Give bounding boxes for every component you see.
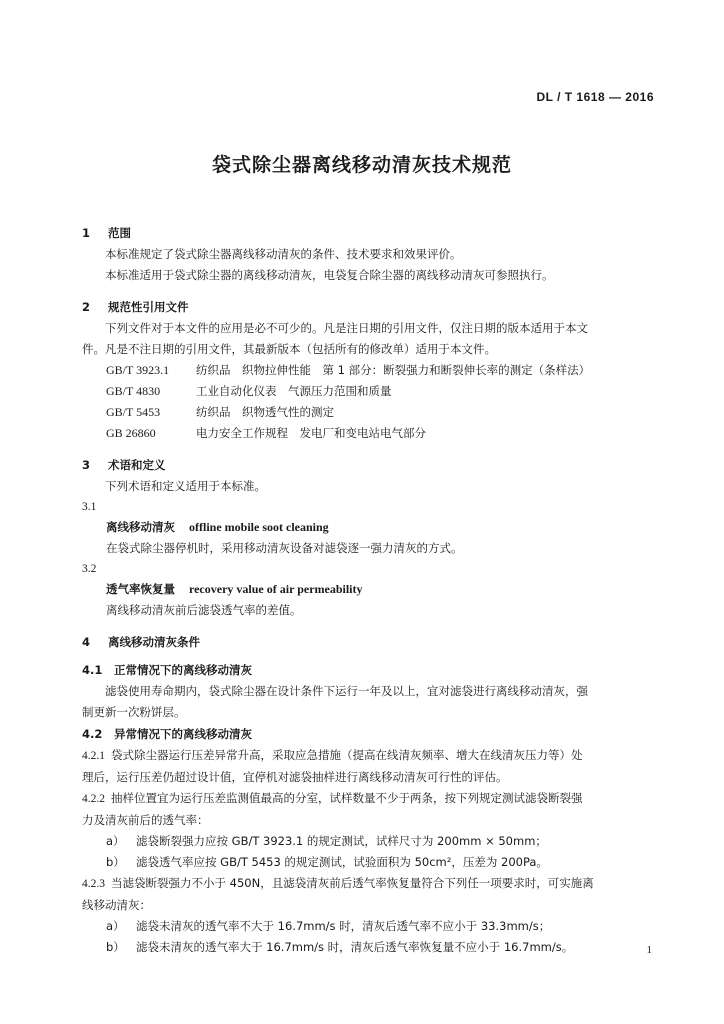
reference-item: GB 26860 电力安全工作规程 发电厂和变电站电气部分: [106, 426, 426, 440]
page-number: 1: [646, 944, 652, 956]
list-item: a） 滤袋未清灰的透气率不大于 16.7mm/s 时，清灰后透气率不应小于 33.3mm/s；: [106, 919, 551, 933]
term-number: 3.1: [82, 501, 97, 513]
section-2-heading: 2 规范性引用文件: [82, 300, 189, 314]
section-4-1-heading: 4.1 正常情况下的离线移动清灰: [82, 663, 252, 677]
section-4-1-line-1: 滤袋使用寿命期内，袋式除尘器在设计条件下运行一年及以上，宜对滤袋进行离线移动清灰，强: [105, 684, 588, 698]
clause-4-2-1-line-1: 4.2.1 袋式除尘器运行压差异常升高，采取应急措施（提高在线清灰频率、增大在线清灰压力等）处: [82, 748, 583, 762]
list-item: a） 滤袋断裂强力应按 GB/T 3923.1 的规定测试，试样尺寸为 200mm × 50mm；: [106, 834, 547, 848]
list-item: b） 滤袋透气率应按 GB/T 5453 的规定测试，试验面积为 50cm²，压差为 200Pa。: [106, 855, 548, 869]
term-number: 3.2: [82, 563, 97, 575]
reference-item: GB/T 3923.1 纺织品 织物拉伸性能 第 1 部分：断裂强力和断裂伸长率的测定（条样法）: [106, 363, 591, 377]
term-definition: 在袋式除尘器停机时，采用移动清灰设备对滤袋逐一强力清灰的方式。: [106, 541, 463, 555]
clause-4-2-1-line-2: 理后，运行压差仍超过设计值，宜停机对滤袋抽样进行离线移动清灰可行性的评估。: [82, 770, 508, 784]
reference-item: GB/T 5453 纺织品 织物透气性的测定: [106, 405, 334, 419]
clause-4-2-3-line-2: 线移动清灰：: [82, 898, 151, 912]
section-3-intro: 下列术语和定义适用于本标准。: [105, 479, 266, 493]
standard-number: DL / T 1618 — 2016: [536, 90, 654, 104]
document-title: 袋式除尘器离线移动清灰技术规范: [211, 154, 512, 176]
section-2-paragraph-line-2: 件。凡是不注日期的引用文件，其最新版本（包括所有的修改单）适用于本文件。: [82, 342, 496, 356]
clause-4-2-2-line-2: 力及清灰前后的透气率：: [82, 813, 209, 827]
section-4-2-heading: 4.2 异常情况下的离线移动清灰: [82, 727, 252, 741]
term-name: 透气率恢复量 recovery value of air permeability: [106, 582, 363, 596]
clause-4-2-2-line-1: 4.2.2 抽样位置宜为运行压差监测值最高的分室，试样数量不少于两条，按下列规定测试滤袋断裂强: [82, 791, 583, 805]
section-1-paragraph-2: 本标准适用于袋式除尘器的离线移动清灰，电袋复合除尘器的离线移动清灰可参照执行。: [105, 268, 554, 282]
section-3-heading: 3 术语和定义: [82, 458, 166, 472]
section-4-1-line-2: 制更新一次粉饼层。: [82, 705, 186, 719]
term-definition: 离线移动清灰前后滤袋透气率的差值。: [106, 603, 302, 617]
reference-item: GB/T 4830 工业自动化仪表 气源压力范围和质量: [106, 384, 392, 398]
clause-4-2-3-line-1: 4.2.3 当滤袋断裂强力不小于 450N，且滤袋清灰前后透气率恢复量符合下列任一项要求时，可实施离: [82, 876, 594, 890]
section-1-paragraph-1: 本标准规定了袋式除尘器离线移动清灰的条件、技术要求和效果评价。: [105, 247, 462, 261]
list-item: b） 滤袋未清灰的透气率大于 16.7mm/s 时，清灰后透气率恢复量不应小于 16.7mm/s。: [106, 940, 574, 954]
document-body: [82, 222, 662, 958]
section-4-heading: 4 离线移动清灰条件: [82, 635, 200, 649]
term-name: 离线移动清灰 offline mobile soot cleaning: [106, 520, 329, 534]
section-1-heading: 1 范围: [82, 226, 131, 240]
section-2-paragraph-line-1: 下列文件对于本文件的应用是必不可少的。凡是注日期的引用文件，仅注日期的版本适用于本文: [105, 321, 588, 335]
